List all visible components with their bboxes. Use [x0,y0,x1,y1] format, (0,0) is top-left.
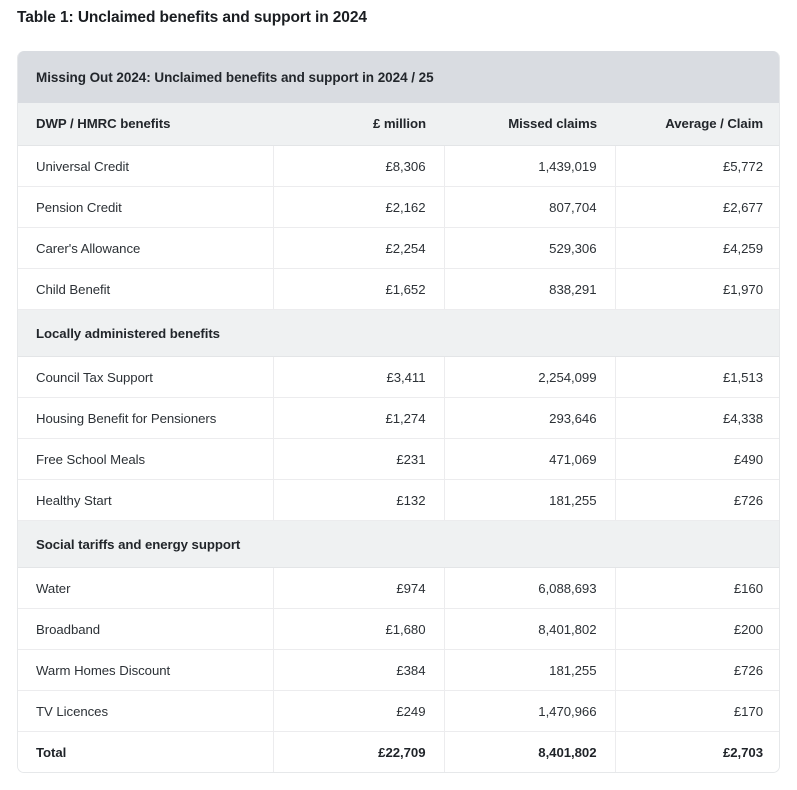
row-label: Carer's Allowance [18,228,273,269]
row-label: Council Tax Support [18,357,273,398]
section-header-label: Locally administered benefits [18,310,780,357]
row-missed-claims: 2,254,099 [444,357,615,398]
row-missed-claims: 1,470,966 [444,691,615,732]
table-row [18,650,780,691]
row-label: Universal Credit [18,146,273,187]
table-row [18,146,780,187]
row-average-per-claim: £490 [615,439,780,480]
section-header-row [18,521,780,568]
column-header-row [18,103,780,146]
row-million: £249 [273,691,444,732]
table-row [18,269,780,310]
row-label: Healthy Start [18,480,273,521]
table-row [18,691,780,732]
row-label: Pension Credit [18,187,273,228]
row-million: £2,254 [273,228,444,269]
table-row [18,568,780,609]
row-average-per-claim: £1,513 [615,357,780,398]
row-label: Housing Benefit for Pensioners [18,398,273,439]
row-missed-claims: 8,401,802 [444,609,615,650]
row-missed-claims: 293,646 [444,398,615,439]
row-million: £22,709 [273,732,444,773]
row-label: Child Benefit [18,269,273,310]
row-million: £3,411 [273,357,444,398]
table-total-row [18,732,780,773]
row-million: £231 [273,439,444,480]
row-average-per-claim: £5,772 [615,146,780,187]
row-average-per-claim: £4,338 [615,398,780,439]
benefits-table [18,51,780,772]
table-row [18,480,780,521]
row-missed-claims: 471,069 [444,439,615,480]
data-table-card [17,51,780,773]
row-label: Broadband [18,609,273,650]
row-average-per-claim: £170 [615,691,780,732]
table-row [18,439,780,480]
row-million: £1,680 [273,609,444,650]
row-missed-claims: 181,255 [444,650,615,691]
row-million: £974 [273,568,444,609]
row-missed-claims: 529,306 [444,228,615,269]
page-title: Table 1: Unclaimed benefits and support in 2024 [17,9,367,26]
row-label: Total [18,732,273,773]
table-row [18,357,780,398]
column-header-0: DWP / HMRC benefits [18,103,273,146]
row-label: Free School Meals [18,439,273,480]
row-average-per-claim: £2,677 [615,187,780,228]
column-header-1: £ million [273,103,444,146]
row-missed-claims: 1,439,019 [444,146,615,187]
row-million: £1,652 [273,269,444,310]
row-average-per-claim: £200 [615,609,780,650]
row-average-per-claim: £2,703 [615,732,780,773]
row-average-per-claim: £4,259 [615,228,780,269]
table-row [18,609,780,650]
row-label: Water [18,568,273,609]
row-missed-claims: 6,088,693 [444,568,615,609]
table-row [18,228,780,269]
table-banner-row [18,51,780,103]
table-row [18,187,780,228]
table-row [18,398,780,439]
row-missed-claims: 838,291 [444,269,615,310]
row-average-per-claim: £726 [615,650,780,691]
row-average-per-claim: £160 [615,568,780,609]
row-label: Warm Homes Discount [18,650,273,691]
row-average-per-claim: £726 [615,480,780,521]
row-million: £132 [273,480,444,521]
row-label: TV Licences [18,691,273,732]
row-missed-claims: 8,401,802 [444,732,615,773]
column-header-2: Missed claims [444,103,615,146]
row-million: £384 [273,650,444,691]
section-header-label: Social tariffs and energy support [18,521,780,568]
row-missed-claims: 807,704 [444,187,615,228]
table-banner-title: Missing Out 2024: Unclaimed benefits and support in 2024 / 25 [18,51,780,103]
row-million: £2,162 [273,187,444,228]
row-missed-claims: 181,255 [444,480,615,521]
row-million: £8,306 [273,146,444,187]
section-header-row [18,310,780,357]
table-body [18,51,780,772]
row-million: £1,274 [273,398,444,439]
row-average-per-claim: £1,970 [615,269,780,310]
column-header-3: Average / Claim [615,103,780,146]
